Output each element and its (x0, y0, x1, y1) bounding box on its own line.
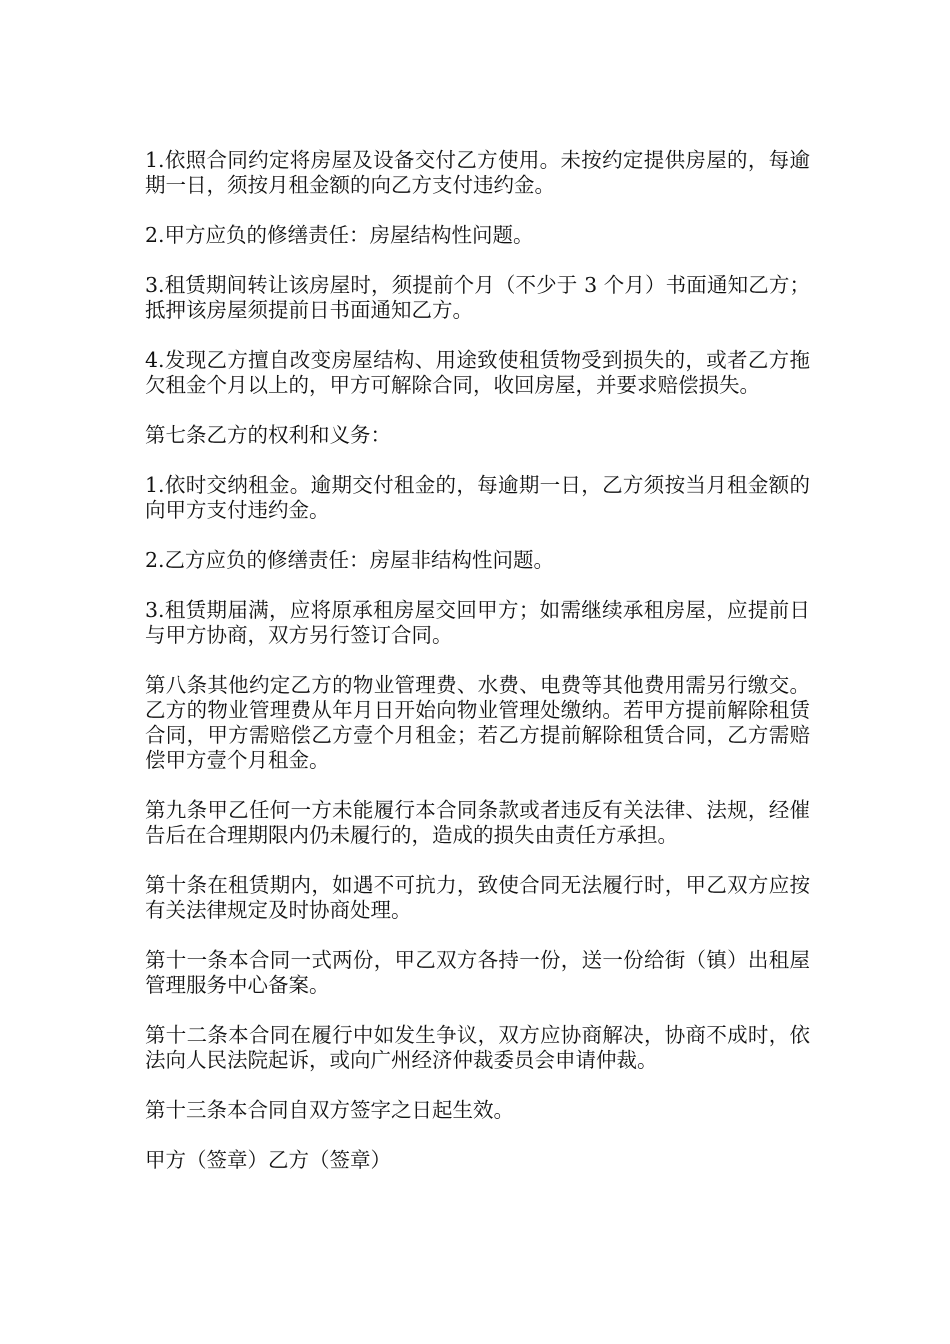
clause-party-a-obligation-2: 2.甲方应负的修缮责任：房屋结构性问题。 (145, 223, 534, 247)
clause-party-b-obligation-3: 3.租赁期届满，应将原承租房屋交回甲方；如需继续承租房屋，应提前日与甲方协商，双方另行签订合同。 (145, 598, 810, 647)
clause-party-b-obligation-2: 2.乙方应负的修缮责任：房屋非结构性问题。 (145, 548, 555, 572)
article-12: 第十二条本合同在履行中如发生争议，双方应协商解决，协商不成时，依法向人民法院起诉，或向广州经济仲裁委员会申请仲裁。 (145, 1023, 810, 1072)
article-8: 第八条其他约定乙方的物业管理费、水费、电费等其他费用需另行缴交。乙方的物业管理费从年月日开始向物业管理处缴纳。若甲方提前解除租赁合同，甲方需赔偿乙方壹个月租金；若乙方提前解除租赁合同，乙方需赔偿甲方壹个月租金。 (145, 673, 810, 772)
article-7-heading: 第七条乙方的权利和义务： (145, 423, 391, 447)
article-11: 第十一条本合同一式两份，甲乙双方各持一份，送一份给街（镇）出租屋管理服务中心备案。 (145, 948, 810, 997)
clause-party-a-obligation-3: 3.租赁期间转让该房屋时，须提前个月（不少于 3 个月）书面通知乙方；抵押该房屋须提前日书面通知乙方。 (145, 273, 810, 322)
clause-party-b-obligation-1: 1.依时交纳租金。逾期交付租金的，每逾期一日，乙方须按当月租金额的向甲方支付违约金。 (145, 473, 810, 522)
article-10: 第十条在租赁期内，如遇不可抗力，致使合同无法履行时，甲乙双方应按有关法律规定及时协商处理。 (145, 873, 810, 922)
article-13: 第十三条本合同自双方签字之日起生效。 (145, 1098, 514, 1122)
signature-line: 甲方（签章）乙方（签章） (145, 1148, 391, 1172)
clause-party-a-obligation-4: 4.发现乙方擅自改变房屋结构、用途致使租赁物受到损失的，或者乙方拖欠租金个月以上的，甲方可解除合同，收回房屋，并要求赔偿损失。 (145, 348, 810, 397)
document-body (145, 148, 810, 1198)
article-9: 第九条甲乙任何一方未能履行本合同条款或者违反有关法律、法规，经催告后在合理期限内仍未履行的，造成的损失由责任方承担。 (145, 798, 810, 847)
clause-party-a-obligation-1: 1.依照合同约定将房屋及设备交付乙方使用。未按约定提供房屋的，每逾期一日，须按月租金额的向乙方支付违约金。 (145, 148, 810, 197)
